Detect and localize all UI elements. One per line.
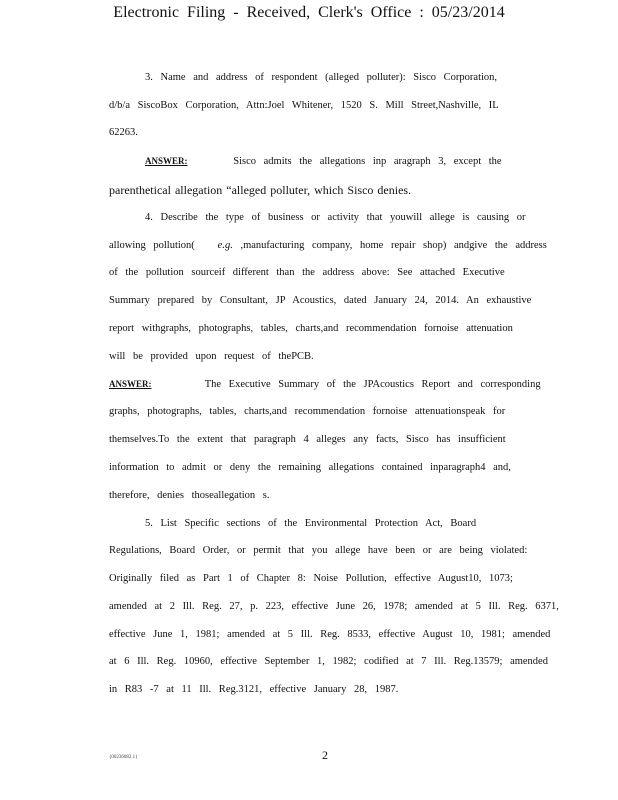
p3-line-1: 3. Name and address of respondent (alleged polluter): Sisco Corporation,	[145, 72, 498, 83]
answer4-text: The Executive Summary of the JPAcoustics Report and corresponding	[204, 379, 541, 390]
answer3-line-2: parenthetical allegation “alleged polluter, which Sisco denies.	[109, 183, 412, 197]
p4-line-1: 4. Describe the type of business or activity that youwill allege is causing or	[145, 212, 526, 223]
p5-line-1: 5. List Specific sections of the Environmental Protection Act, Board	[145, 518, 477, 529]
p3-line-2: d/b/a SiscoBox Corporation, Attn:Joel Whitener, 1520 S. Mill Street,Nashville, IL	[109, 100, 499, 111]
p4-line-2-start: allowing pollution(	[109, 240, 195, 251]
answer-label: ANSWER:	[109, 379, 152, 389]
answer4-line-1	[109, 379, 541, 390]
answer4-line-3: themselves.To the extent that paragraph 4 alleges any facts, Sisco has insufficient	[109, 434, 506, 445]
p4-line-2-rest: ,manufacturing company, home repair shop) andgive the address	[240, 240, 547, 251]
p5-line-3: Originally filed as Part 1 of Chapter 8: Noise Pollution, effective August10, 1073;	[109, 573, 513, 584]
p4-line-4: Summary prepared by Consultant, JP Acoustics, dated January 24, 2014. An exhaustive	[109, 295, 532, 306]
p3-line-3: 62263.	[109, 127, 138, 138]
p4-eg: e.g.	[217, 240, 233, 251]
answer4-line-4: information to admit or deny the remaining allegations contained inparagraph4 and,	[109, 462, 511, 473]
answer4-line-2: graphs, photographs, tables, charts,and recommendation fornoise attenuationspeak for	[109, 406, 506, 417]
filing-header: Electronic Filing - Received, Clerk's Office : 05/23/2014	[113, 4, 505, 21]
footer-doc-code: {00236082.1}	[109, 755, 138, 760]
p4-line-6: will be provided upon request of thePCB.	[109, 351, 314, 362]
p4-line-2	[109, 240, 547, 251]
p4-line-3: of the pollution sourceif different than the address above: See attached Executive	[109, 267, 505, 278]
answer3-text: Sisco admits the allegations inp aragraph 3, except the	[233, 156, 502, 167]
answer4-line-5: therefore, denies thoseallegation s.	[109, 490, 270, 501]
p5-line-5: effective June 1, 1981; amended at 5 Ill. Reg. 8533, effective August 10, 1981; amended	[109, 629, 551, 640]
p5-line-7: in R83 -7 at 11 Ill. Reg.3121, effective January 28, 1987.	[109, 684, 399, 695]
p4-line-5: report withgraphs, photographs, tables, charts,and recommendation fornoise attenuation	[109, 323, 513, 334]
answer-label: ANSWER:	[145, 156, 188, 166]
p5-line-2: Regulations, Board Order, or permit that you allege have been or are being violated:	[109, 545, 528, 556]
answer3-line-1	[145, 156, 502, 167]
p5-line-6: at 6 Ill. Reg. 10960, effective September 1, 1982; codified at 7 Ill. Reg.13579; amended	[109, 656, 548, 667]
page-number: 2	[322, 748, 328, 762]
p5-line-4: amended at 2 Ill. Reg. 27, p. 223, effective June 26, 1978; amended at 5 Ill. Reg. 6371,	[109, 601, 559, 612]
